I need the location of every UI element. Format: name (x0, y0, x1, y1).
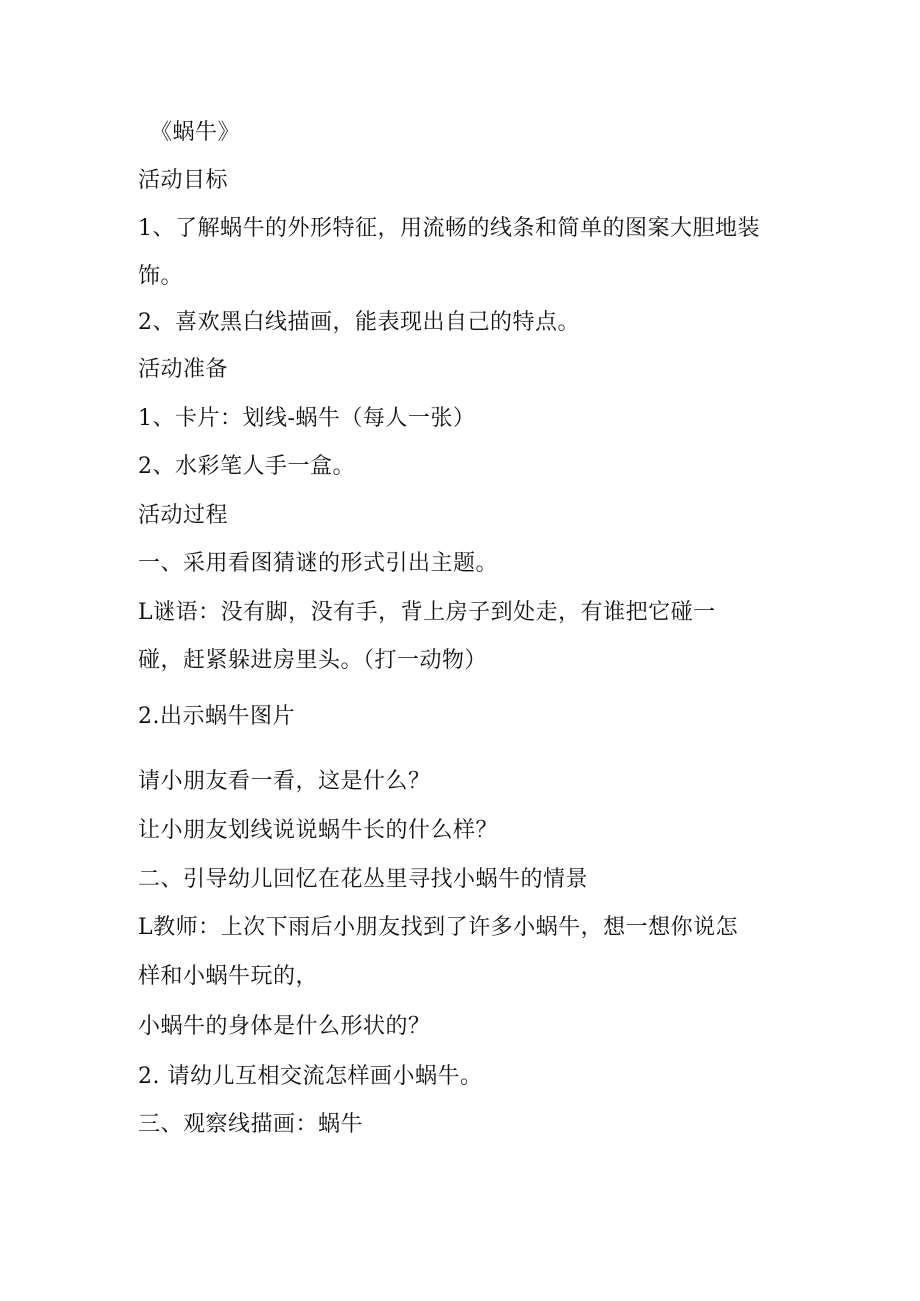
text-line: 小蜗牛的身体是什么形状的？ (138, 1014, 431, 1039)
section-heading-goals: 活动目标 (138, 168, 229, 193)
text-line: 1、卡片：划线-蜗牛（每人一张） (138, 406, 476, 431)
text-line: 一、采用看图猜谜的形式引出主题。 (138, 551, 499, 576)
text-line: L谜语：没有脚，没有手，背上房子到处走，有谁把它碰一 (138, 600, 716, 625)
text-line: 让小朋友划线说说蜗牛长的什么样？ (138, 818, 499, 843)
text-line: 2. 请幼儿互相交流怎样画小蜗牛。 (138, 1064, 483, 1089)
section-heading-preparation: 活动准备 (138, 357, 229, 382)
text-line: L教师：上次下雨后小朋友找到了许多小蜗牛，想一想你说怎 (138, 915, 739, 940)
text-line: 三、观察线描画：蜗牛 (138, 1112, 364, 1137)
text-line: 2.出示蜗牛图片 (138, 704, 295, 729)
text-line: 样和小蜗牛玩的， (138, 964, 319, 989)
document-title: 《蜗牛》 (150, 120, 241, 145)
section-heading-process: 活动过程 (138, 503, 229, 528)
text-line: 碰，赶紧躲进房里头。（打一动物） (138, 648, 488, 673)
text-line: 2、水彩笔人手一盒。 (138, 454, 355, 479)
text-line: 1、了解蜗牛的外形特征，用流畅的线条和简单的图案大胆地装 (138, 216, 760, 241)
text-line: 二、引导幼儿回忆在花丛里寻找小蜗牛的情景 (138, 867, 589, 892)
text-line: 请小朋友看一看，这是什么？ (138, 769, 431, 794)
text-line: 2、喜欢黑白线描画，能表现出自己的特点。 (138, 310, 580, 335)
text-line: 饰。 (138, 264, 184, 289)
